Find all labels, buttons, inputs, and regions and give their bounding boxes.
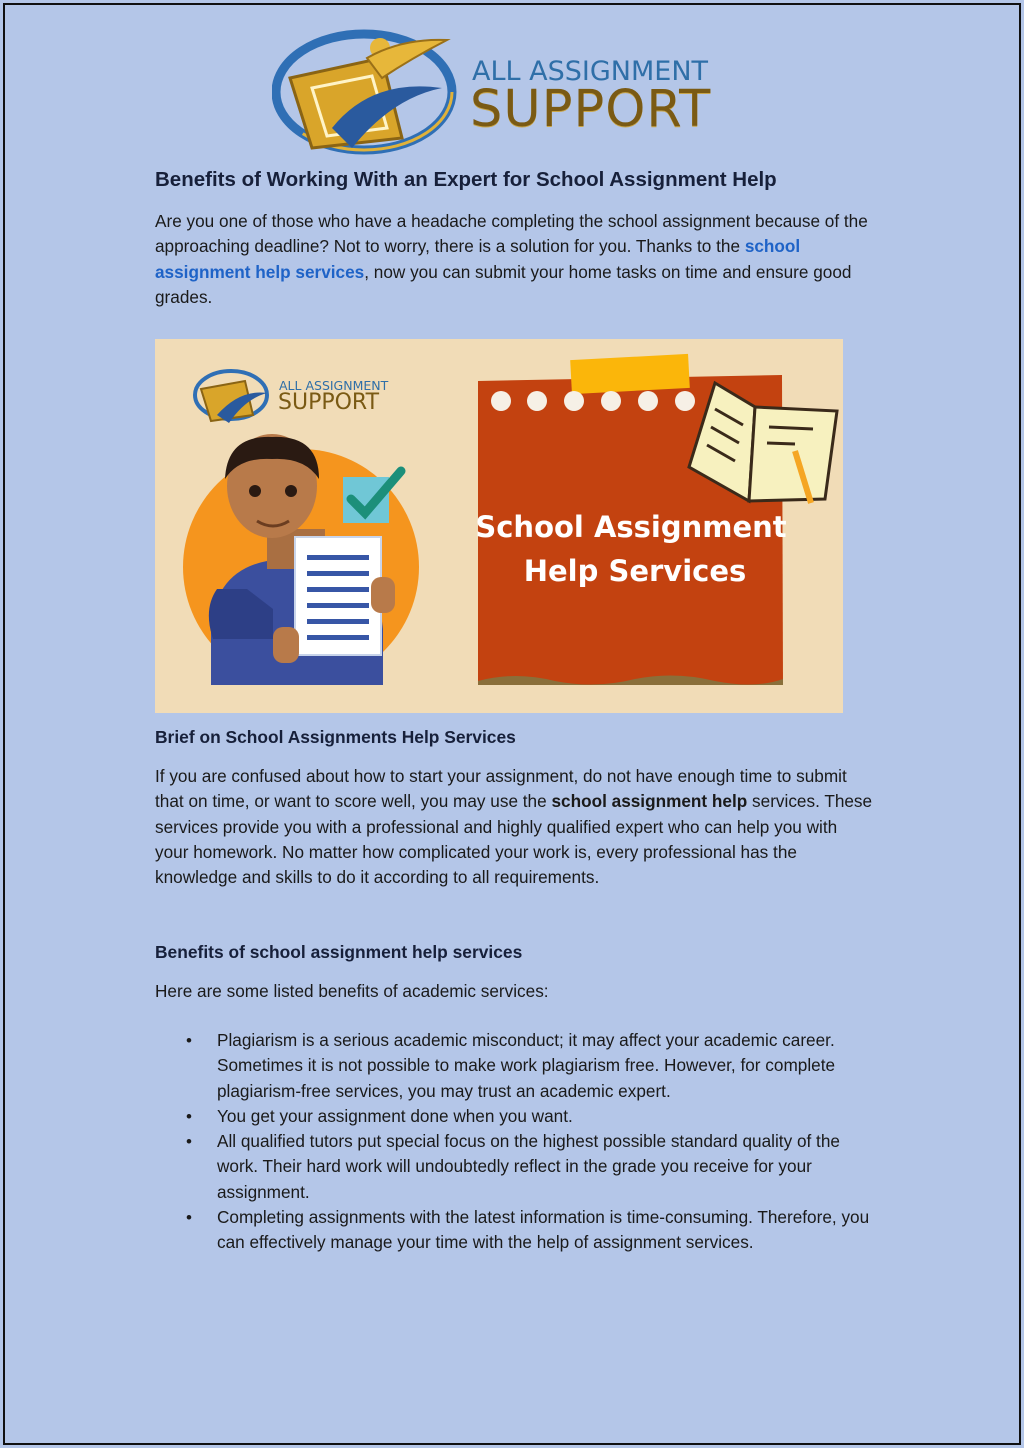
- brand-logo: [272, 18, 742, 168]
- benefits-intro: Here are some listed benefits of academic services:: [155, 981, 549, 1001]
- intro-text-1: Are you one of those who have a headache completing the school assignment because of the approaching deadline? Not to worry, there is a solution for you. Thanks to the: [155, 211, 868, 257]
- brief-heading: Brief on School Assignments Help Services: [155, 727, 516, 747]
- cap-emblem-icon: [272, 18, 472, 168]
- hero-image: [155, 339, 843, 713]
- hero-logo-line2: SUPPORT: [278, 390, 380, 415]
- logo-text-all-assignment: ALL ASSIGNMENT: [472, 56, 709, 87]
- intro-paragraph: [155, 209, 875, 310]
- benefits-list: [155, 1028, 875, 1256]
- student-illustration: [183, 434, 419, 685]
- hero-logo-line1: ALL ASSIGNMENT: [279, 378, 389, 393]
- brief-text-1: If you are confused about how to start your assignment, do not have enough time to submit that on time, or want to score well, you may use the: [155, 766, 847, 812]
- list-item: • All qualified tutors put special focus on the highest possible standard quality of the work. Their hard work will undoubtedly reflect in the grade you receive for your assignment.: [217, 1129, 875, 1205]
- intro-text-2: , now you can submit your home tasks on time and ensure good grades.: [155, 261, 852, 307]
- logo-text-support: SUPPORT: [470, 80, 712, 139]
- list-item: • Plagiarism is a serious academic misconduct; it may affect your academic career. Sometimes it is not possible to make work plagiarism free. However, for complete plagiarism-free services, you may trust an academic expert.: [217, 1028, 875, 1104]
- list-item: • You get your assignment done when you want.: [217, 1104, 875, 1129]
- list-item: • Completing assignments with the latest information is time-consuming. Therefore, you can effectively manage your time with the help of assignment services.: [217, 1205, 875, 1256]
- notepad-illustration: [475, 354, 837, 685]
- hero-heading-line2: Help Services: [523, 554, 747, 588]
- hero-logo-icon: [195, 371, 267, 423]
- school-assignment-help-link[interactable]: school assignment help services: [155, 236, 801, 282]
- benefits-heading: Benefits of school assignment help services: [155, 942, 523, 962]
- brief-bold-text: school assignment help: [551, 791, 748, 812]
- article-title: Benefits of Working With an Expert for School Assignment Help: [155, 168, 777, 191]
- brief-text-2: services. These services provide you with a professional and highly qualified expert who can help you with your homework. No matter how complicated your work is, every professional has the knowledge and skills to do it according to all requirements.: [155, 791, 873, 888]
- hero-heading-line1: School Assignment: [475, 510, 787, 544]
- brief-paragraph: [155, 764, 875, 890]
